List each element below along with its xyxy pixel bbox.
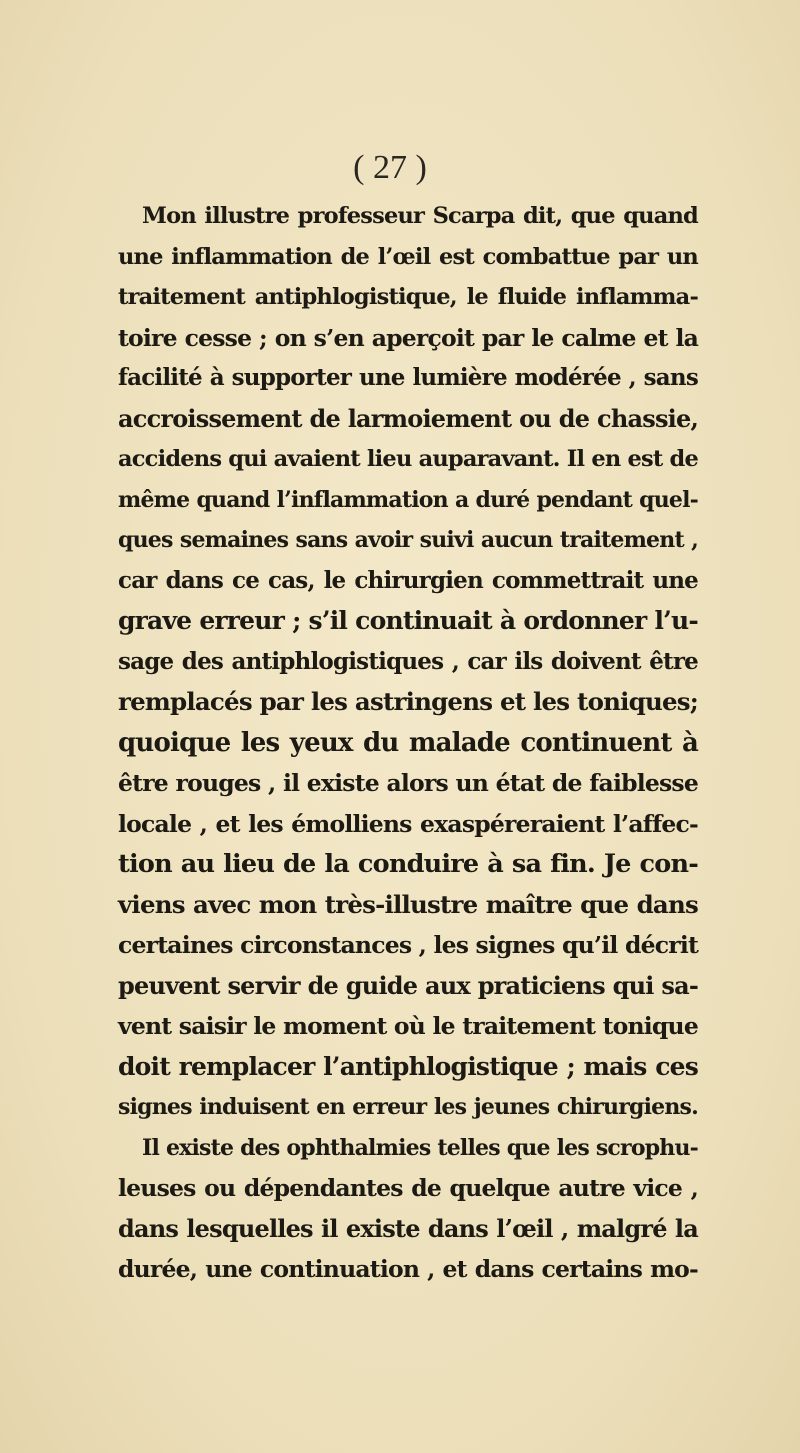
text-line: doit remplacer l’antiphlogistique ; mais ces [118, 1051, 698, 1081]
text-line: une inflammation de l’œil est combattue par un [118, 243, 698, 270]
text-line: dans lesquelles il existe dans l’œil , malgré la [118, 1213, 698, 1243]
text-line: même quand l’inflammation a duré pendant quel- [118, 486, 698, 513]
text-line: facilité à supporter une lumière modérée , sans [118, 364, 698, 391]
text-line: remplacés par les astringens et les toniques; [118, 687, 698, 716]
page-number: ( 27 ) [353, 149, 427, 186]
text-line: Il existe des ophthalmies telles que les scrophu- [142, 1134, 698, 1161]
text-line: toire cesse ; on s’en aperçoit par le calme et la [118, 323, 698, 352]
text-line: car dans ce cas, le chirurgien commettrait une [118, 566, 698, 594]
text-line: viens avec mon très-illustre maître que dans [118, 889, 698, 919]
text-line: locale , et les émolliens exaspéreraient l’affec- [118, 809, 698, 838]
text-line: accroissement de larmoiement ou de chassie, [118, 403, 698, 433]
text-line: Mon illustre professeur Scarpa dit, que quand [142, 203, 698, 229]
text-line: être rouges , il existe alors un état de faiblesse [118, 769, 698, 797]
text-line: leuses ou dépendantes de quelque autre vice , [118, 1174, 698, 1202]
text-line: sage des antiphlogistiques , car ils doivent être [118, 647, 698, 675]
text-line: signes induisent en erreur les jeunes chirurgiens. [118, 1094, 698, 1120]
text-line: durée, une continuation , et dans certains mo- [118, 1255, 698, 1283]
text-line: peuvent servir de guide aux praticiens qui sa- [118, 970, 698, 1000]
body-text [118, 196, 698, 1290]
text-line: ques semaines sans avoir suivi aucun traitement , [118, 527, 698, 553]
text-line: quoique les yeux du malade continuent à [118, 727, 698, 758]
text-line: traitement antiphlogistique, le fluide inflamma- [118, 284, 698, 310]
text-line: vent saisir le moment où le traitement tonique [118, 1012, 698, 1040]
text-line: grave erreur ; s’il continuait à ordonner l’u- [118, 606, 698, 635]
text-line: certaines circonstances , les signes qu’il décrit [118, 931, 698, 959]
text-line: tion au lieu de la conduire à sa fin. Je con- [118, 849, 698, 879]
text-line: accidens qui avaient lieu auparavant. Il en est de [118, 446, 698, 472]
